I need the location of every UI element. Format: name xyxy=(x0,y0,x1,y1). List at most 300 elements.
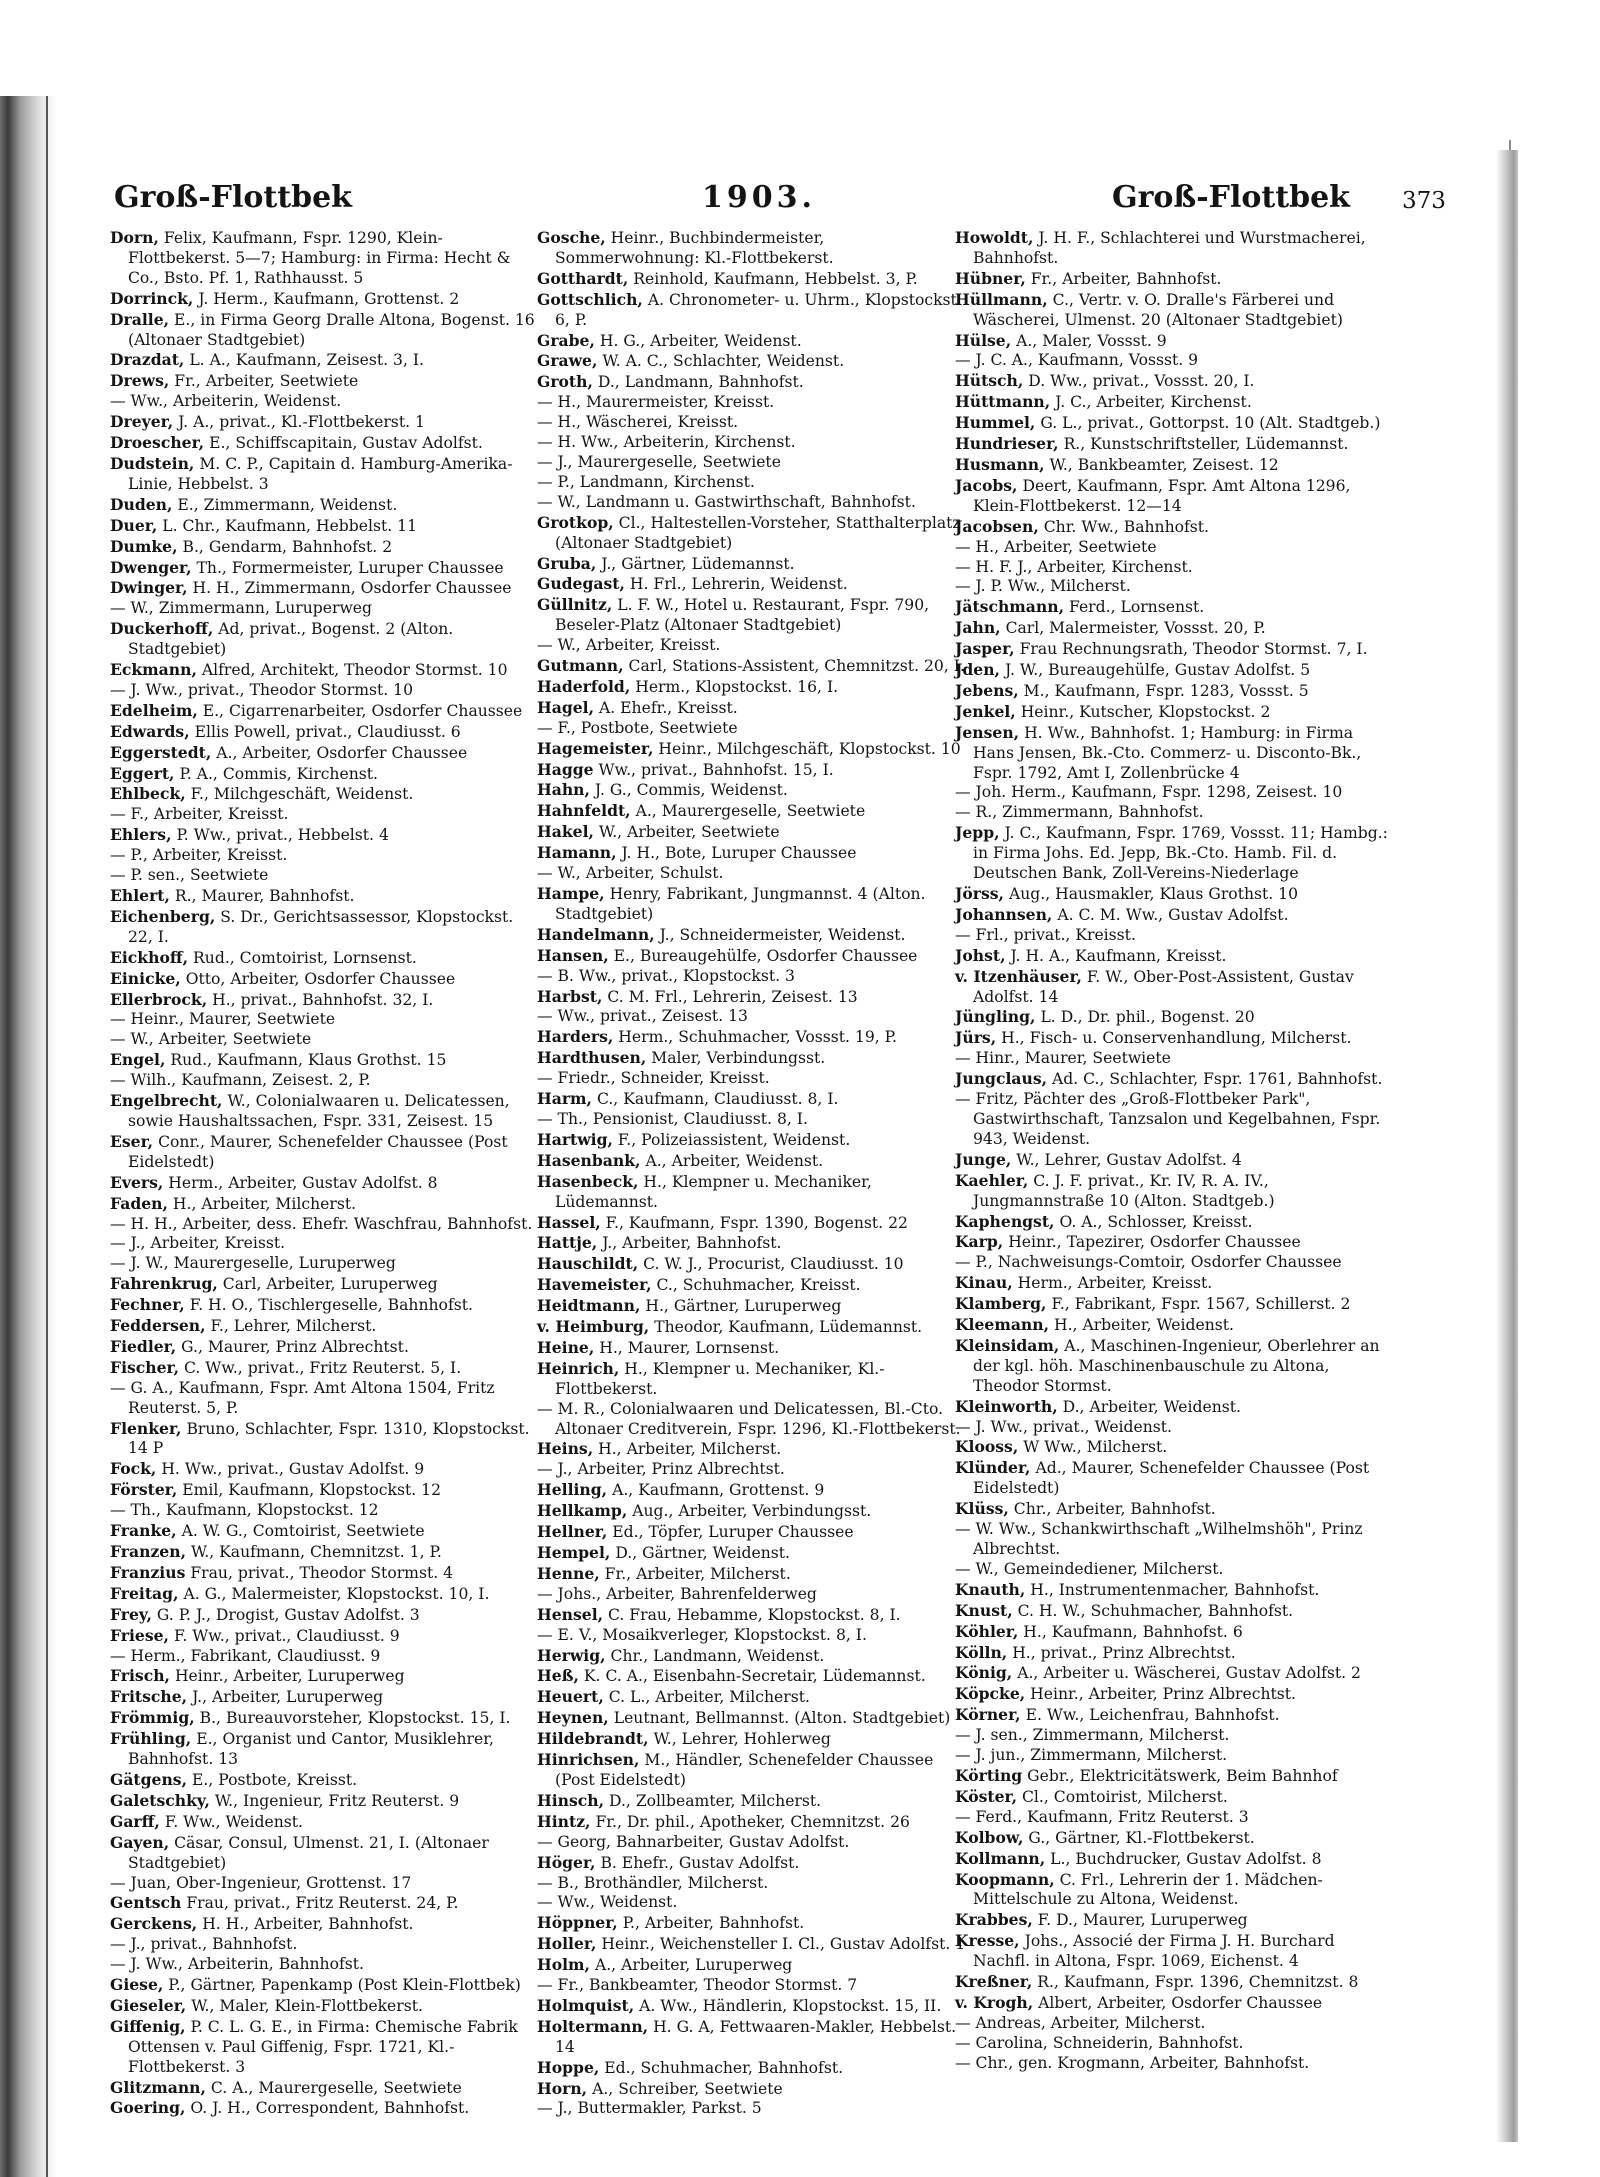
entry-surname: Jensen, xyxy=(955,722,1020,742)
entry-surname: Heins, xyxy=(537,1439,594,1459)
entry-surname: Fritsche, xyxy=(110,1687,188,1707)
entry-details: — W., Arbeiter, Schulst. xyxy=(537,864,724,883)
directory-entry xyxy=(955,1560,1395,1580)
entry-surname: Hakel, xyxy=(537,822,594,842)
entry-details: W Ww., Milcherst. xyxy=(1023,1438,1168,1457)
entry-surname: Franzen, xyxy=(110,1542,186,1561)
entry-details: — Ferd., Kaufmann, Fritz Reuterst. 3 xyxy=(955,1807,1249,1826)
entry-details: — J. jun., Zimmermann, Milcherst. xyxy=(955,1746,1228,1765)
entry-details: F. H. O., Tischlergeselle, Bahnhofst. xyxy=(189,1296,473,1315)
directory-entry xyxy=(537,1089,969,1110)
entry-details: E., Zimmermann, Weidenst. xyxy=(177,495,398,514)
directory-entry xyxy=(537,1913,969,1934)
entry-surname: Friese, xyxy=(110,1625,169,1645)
directory-entry xyxy=(537,1853,969,1874)
entry-surname: Duden, xyxy=(110,494,173,514)
directory-entry xyxy=(955,1726,1395,1746)
directory-entry xyxy=(110,2078,542,2099)
entry-details: — Fr., Bankbeamter, Theodor Stormst. 7 xyxy=(537,1976,858,1995)
directory-entry xyxy=(537,1708,969,1729)
entry-details: H., privat., Prinz Albrechtst. xyxy=(1012,1643,1236,1662)
directory-entry xyxy=(110,1914,542,1935)
directory-entry xyxy=(537,453,969,473)
directory-entry xyxy=(955,702,1395,723)
entry-details: C. Frau, Hebamme, Klopstockst. 8, I. xyxy=(608,1605,901,1624)
entry-details: — J., Buttermakler, Parkst. 5 xyxy=(537,2099,762,2118)
directory-entry xyxy=(110,1542,542,1563)
directory-entry xyxy=(110,1459,542,1480)
entry-surname: Havemeister, xyxy=(537,1275,652,1295)
directory-entry xyxy=(110,1295,542,1316)
directory-entry xyxy=(955,660,1395,681)
directory-entry xyxy=(537,1791,969,1812)
entry-details: A. Chronometer- u. Uhrm., Klopstockst. 6, P. xyxy=(555,290,962,329)
directory-entry xyxy=(110,1666,542,1687)
directory-entry xyxy=(110,350,542,371)
directory-entry xyxy=(110,1833,542,1874)
directory-entry xyxy=(955,558,1395,578)
entry-details: H. Ww., privat., Gustav Adolfst. 9 xyxy=(161,1460,425,1479)
entry-surname: Giffenig, xyxy=(110,2016,186,2036)
entry-surname: Harm, xyxy=(537,1089,592,1109)
entry-details: Heinr., Kutscher, Klopstockst. 2 xyxy=(1020,702,1271,721)
directory-entry xyxy=(110,1234,542,1254)
entry-surname: Kleinsidam, xyxy=(955,1335,1060,1355)
entry-surname: Hamann, xyxy=(537,843,617,863)
entry-details: G., Maurer, Prinz Albrechtst. xyxy=(181,1337,409,1356)
entry-details: A., Maschinen-Ingenieur, Oberlehrer an der kgl. höh. Maschinenbauschule zu Altona, Theodor Stormst. xyxy=(973,1336,1380,1395)
entry-details: G. P. J., Drogist, Gustav Adolfst. 3 xyxy=(156,1605,420,1624)
entry-surname: Fock, xyxy=(110,1459,157,1479)
entry-surname: Körting xyxy=(955,1765,1023,1785)
entry-details: L. Chr., Kaufmann, Hebbelst. 11 xyxy=(162,516,417,535)
entry-surname: Franzius xyxy=(110,1562,186,1582)
directory-entry xyxy=(537,473,969,493)
entry-surname: Knauth, xyxy=(955,1579,1026,1599)
entry-surname: Gätgens, xyxy=(110,1769,187,1789)
directory-entry xyxy=(110,1955,542,1975)
entry-surname: Grotkop, xyxy=(537,512,614,532)
directory-entry xyxy=(955,476,1395,517)
entry-details: — W. Ww., Schankwirthschaft „Wilhelmshöh", Prinz Albrechtst. xyxy=(955,1520,1363,1558)
directory-entry xyxy=(955,1294,1395,1315)
directory-entry xyxy=(537,822,969,843)
entry-details: — Ww., privat., Zeisest. 13 xyxy=(537,1007,748,1026)
entry-surname: Hagge xyxy=(537,759,594,779)
entry-surname: Jätschmann, xyxy=(955,597,1065,617)
entry-details: W., Ingenieur, Fritz Reuterst. 9 xyxy=(214,1791,460,1810)
directory-entry xyxy=(537,513,969,554)
directory-entry xyxy=(110,1687,542,1708)
entry-details: — Friedr., Schneider, Kreisst. xyxy=(537,1069,770,1088)
directory-entry xyxy=(110,1626,542,1647)
directory-entry xyxy=(955,946,1395,967)
directory-entry xyxy=(537,1543,969,1564)
entry-surname: Hempel, xyxy=(537,1543,611,1562)
entry-surname: Jürs, xyxy=(955,1028,997,1048)
directory-entry xyxy=(537,1585,969,1605)
entry-details: H., privat., Bahnhofst. 32, I. xyxy=(212,990,434,1009)
directory-entry xyxy=(537,574,969,595)
entry-surname: Jebens, xyxy=(955,680,1019,700)
entry-details: J. Herm., Kaufmann, Grottenst. 2 xyxy=(198,289,460,308)
directory-entry xyxy=(955,1870,1395,1911)
directory-entry xyxy=(537,801,969,822)
entry-details: — W., Gemeindediener, Milcherst. xyxy=(955,1559,1224,1578)
entry-surname: Gayen, xyxy=(110,1832,170,1852)
entry-details: H., Kaufmann, Bahnhofst. 6 xyxy=(1023,1622,1243,1641)
directory-entry xyxy=(110,2098,542,2119)
entry-details: — J. Ww., privat., Theodor Stormst. 10 xyxy=(110,680,414,699)
directory-entry xyxy=(110,1563,542,1584)
directory-entry xyxy=(537,698,969,719)
directory-entry xyxy=(110,1030,542,1050)
entry-surname: Hülse, xyxy=(955,330,1012,350)
entry-surname: Glitzmann, xyxy=(110,2077,206,2097)
entry-surname: Drazdat, xyxy=(110,350,185,370)
directory-entry xyxy=(537,1359,969,1400)
entry-surname: Krabbes, xyxy=(955,1910,1033,1930)
directory-entry xyxy=(110,1975,542,1996)
directory-entry xyxy=(955,455,1395,476)
entry-details: — J. W., Maurergeselle, Luruperweg xyxy=(110,1254,396,1273)
entry-details: Heinr., Milchgeschäft, Klopstockst. 10 xyxy=(658,739,961,758)
entry-details: A. Ehefr., Kreisst. xyxy=(598,698,738,717)
entry-details: P., Gärtner, Papenkamp (Post Klein-Flottbek) xyxy=(168,1976,521,1995)
directory-entry xyxy=(537,372,969,393)
entry-details: Reinhold, Kaufmann, Hebbelst. 3, P. xyxy=(633,269,918,288)
entry-surname: Höppner, xyxy=(537,1913,618,1933)
entry-details: Herm., Klopstockst. 16, I. xyxy=(635,677,839,696)
entry-details: A., Arbeiter, Luruperweg xyxy=(594,1956,793,1975)
directory-entry xyxy=(537,719,969,739)
directory-entry xyxy=(537,1996,969,2017)
directory-entry xyxy=(537,1976,969,1996)
entry-surname: Fahrenkrug, xyxy=(110,1274,218,1294)
entry-surname: v. Itzenhäuser, xyxy=(955,966,1082,986)
directory-entry xyxy=(537,493,969,513)
directory-entry xyxy=(110,310,542,351)
directory-entry xyxy=(537,290,969,331)
entry-details: F. D., Maurer, Luruperweg xyxy=(1037,1911,1248,1930)
entry-surname: Körner, xyxy=(955,1705,1021,1725)
directory-entry xyxy=(110,599,542,619)
entry-surname: Gosche, xyxy=(537,228,606,247)
directory-entry xyxy=(537,967,969,987)
directory-entry xyxy=(955,1787,1395,1808)
entry-surname: Hagel, xyxy=(537,697,595,717)
entry-details: J. W., Bureaugehülfe, Gustav Adolfst. 5 xyxy=(1004,661,1311,680)
entry-details: J. A., privat., Kl.-Flottbekerst. 1 xyxy=(178,413,425,432)
directory-entry xyxy=(537,925,969,946)
directory-entry xyxy=(955,1171,1395,1212)
entry-surname: Kaphengst, xyxy=(955,1211,1055,1231)
entry-surname: Dralle, xyxy=(110,309,170,329)
entry-details: Chr. Ww., Bahnhofst. xyxy=(1043,517,1210,536)
directory-entry xyxy=(537,1874,969,1894)
entry-details: C. J. F. privat., Kr. IV, R. A. IV., Jungmannstraße 10 (Alton. Stadtgeb.) xyxy=(973,1171,1275,1210)
directory-entry xyxy=(537,1110,969,1130)
entry-details: Gebr., Elektricitätswerk, Beim Bahnhof xyxy=(1027,1766,1338,1785)
entry-details: Herm., Arbeiter, Kreisst. xyxy=(1017,1274,1213,1293)
entry-details: — Wilh., Kaufmann, Zeisest. 2, P. xyxy=(110,1071,371,1090)
directory-entry xyxy=(110,1729,542,1770)
entry-details: Henry, Fabrikant, Jungmannst. 4 (Alton. Stadtgebiet) xyxy=(555,885,926,923)
directory-entry xyxy=(955,905,1395,926)
directory-entry xyxy=(537,1130,969,1151)
entry-details: L. F. W., Hotel u. Restaurant, Fspr. 790, Beseler-Platz (Altonaer Stadtgebiet) xyxy=(555,596,930,635)
entry-details: Rud., Kaufmann, Klaus Grothst. 15 xyxy=(170,1051,447,1070)
directory-entry xyxy=(110,1091,542,1132)
entry-surname: Eickhoff, xyxy=(110,947,189,967)
directory-entry xyxy=(537,1460,969,1480)
directory-column-3 xyxy=(955,228,1395,2074)
entry-surname: Hummel, xyxy=(955,413,1036,433)
entry-details: — Chr., gen. Krogmann, Arbeiter, Bahnhofst. xyxy=(955,2053,1310,2072)
directory-entry xyxy=(955,926,1395,946)
entry-surname: Ehlers, xyxy=(110,825,172,845)
directory-column-2 xyxy=(537,228,969,2119)
entry-details: E. Ww., Leichenfrau, Bahnhofst. xyxy=(1025,1706,1280,1725)
directory-entry xyxy=(110,1770,542,1791)
directory-entry xyxy=(955,269,1395,290)
entry-details: C. A., Maurergeselle, Seetwiete xyxy=(210,2078,462,2097)
entry-surname: Flenker, xyxy=(110,1418,182,1438)
entry-details: H., Maurer, Lornsenst. xyxy=(599,1338,780,1357)
entry-details: Cäsar, Consul, Ulmenst. 21, I. (Altonaer Stadtgebiet) xyxy=(128,1833,489,1872)
directory-entry xyxy=(955,639,1395,660)
entry-surname: Kölln, xyxy=(955,1642,1008,1662)
entry-details: A. W. G., Comtoirist, Seetwiete xyxy=(181,1522,425,1541)
directory-entry xyxy=(537,739,969,760)
directory-entry xyxy=(955,1808,1395,1828)
entry-details: K. C. A., Eisenbahn-Secretair, Lüdemannst. xyxy=(583,1667,926,1686)
entry-surname: Kinau, xyxy=(955,1273,1013,1293)
directory-entry xyxy=(955,577,1395,597)
directory-entry xyxy=(537,1687,969,1708)
entry-details: Carl, Malermeister, Vossst. 20, P. xyxy=(1005,619,1266,638)
directory-entry xyxy=(537,269,969,290)
directory-entry xyxy=(537,1317,969,1338)
entry-surname: Fiedler, xyxy=(110,1336,177,1356)
entry-details: W., Lehrer, Gustav Adolfst. 4 xyxy=(1016,1150,1242,1169)
entry-surname: Hildebrandt, xyxy=(537,1729,649,1749)
entry-surname: Dreyer, xyxy=(110,412,174,432)
entry-details: Maler, Verbindungsst. xyxy=(651,1049,826,1068)
entry-surname: Klüss, xyxy=(955,1499,1009,1519)
entry-details: Chr., Landmann, Weidenst. xyxy=(610,1646,825,1665)
entry-surname: Eichenberg, xyxy=(110,906,216,926)
directory-entry xyxy=(955,413,1395,434)
entry-details: — W., Landmann u. Gastwirthschaft, Bahnhofst. xyxy=(537,492,916,511)
entry-surname: Koopmann, xyxy=(955,1869,1055,1889)
directory-entry xyxy=(955,1520,1395,1560)
entry-details: H. G. A, Fettwaaren-Makler, Hebbelst. 14 xyxy=(555,2017,957,2056)
entry-details: C. M. Frl., Lehrerin, Zeisest. 13 xyxy=(607,987,858,1006)
entry-details: C. W. J., Procurist, Claudiusst. 10 xyxy=(643,1255,904,1274)
entry-surname: Heine, xyxy=(537,1337,595,1357)
entry-surname: Gutmann, xyxy=(537,656,624,676)
directory-entry xyxy=(955,1684,1395,1705)
entry-details: — F., Arbeiter, Kreisst. xyxy=(110,805,289,824)
entry-details: Carl, Stations-Assistent, Chemnitzst. 20, I. xyxy=(628,657,965,676)
directory-entry xyxy=(110,886,542,907)
running-head-right: Groß-Flottbek xyxy=(1112,180,1350,215)
directory-entry xyxy=(110,907,542,948)
entry-surname: Fechner, xyxy=(110,1295,185,1315)
directory-entry xyxy=(110,1874,542,1894)
entry-surname: Johst, xyxy=(955,945,1006,965)
entry-details: H., Arbeiter, Weidenst. xyxy=(1054,1316,1234,1335)
entry-details: D. Ww., privat., Vossst. 20, I. xyxy=(1028,372,1255,391)
entry-details: A., Maler, Vossst. 9 xyxy=(1016,331,1167,350)
entry-surname: Klünder, xyxy=(955,1458,1031,1478)
directory-entry xyxy=(955,884,1395,905)
entry-surname: Edwards, xyxy=(110,721,190,741)
entry-details: H., Arbeiter, Milcherst. xyxy=(172,1194,357,1213)
directory-entry xyxy=(955,1069,1395,1090)
directory-entry xyxy=(537,987,969,1008)
entry-surname: Hasenbeck, xyxy=(537,1171,639,1191)
directory-entry xyxy=(955,1049,1395,1069)
entry-surname: Holmquist, xyxy=(537,1995,635,2015)
directory-entry xyxy=(110,990,542,1011)
directory-entry xyxy=(537,780,969,801)
entry-surname: Hattje, xyxy=(537,1233,598,1253)
directory-entry xyxy=(955,1232,1395,1253)
entry-details: Fr., Arbeiter, Bahnhofst. xyxy=(1030,269,1222,288)
directory-entry xyxy=(955,1622,1395,1643)
directory-entry xyxy=(110,392,542,412)
entry-details: Fr., Arbeiter, Milcherst. xyxy=(604,1564,791,1583)
entry-surname: Jüngling, xyxy=(955,1007,1036,1027)
entry-details: H. G., Arbeiter, Weidenst. xyxy=(599,331,802,350)
entry-surname: Gudegast, xyxy=(537,574,625,594)
directory-entry xyxy=(955,1643,1395,1664)
entry-surname: Holler, xyxy=(537,1934,597,1954)
directory-entry xyxy=(955,1458,1395,1499)
directory-entry xyxy=(537,1833,969,1853)
directory-entry xyxy=(537,1439,969,1460)
directory-entry xyxy=(955,1828,1395,1849)
entry-details: J., Schneidermeister, Weidenst. xyxy=(659,925,906,944)
directory-entry xyxy=(537,1151,969,1172)
entry-details: — Fritz, Pächter des „Groß-Flottbeker Park", Gastwirthschaft, Tanzsalon und Kegelbahnen, Fspr. 943, Weidenst. xyxy=(955,1090,1381,1148)
entry-surname: Duer, xyxy=(110,515,158,535)
entry-details: — R., Zimmermann, Bahnhofst. xyxy=(955,803,1204,822)
directory-entry xyxy=(955,290,1395,331)
directory-entry xyxy=(955,681,1395,702)
entry-details: Herm., Arbeiter, Gustav Adolfst. 8 xyxy=(168,1173,438,1192)
directory-entry xyxy=(537,1275,969,1296)
entry-surname: v. Heimburg, xyxy=(537,1317,650,1337)
entry-details: Cl., Haltestellen-Vorsteher, Statthalterplatz (Altonaer Stadtgebiet) xyxy=(555,513,961,552)
entry-details: H., Klempner u. Mechaniker, Lüdemannst. xyxy=(555,1172,872,1211)
entry-details: Frau Rechnungsrath, Theodor Stormst. 7, I. xyxy=(1019,640,1368,659)
directory-entry xyxy=(110,948,542,969)
directory-entry xyxy=(955,228,1395,269)
directory-entry xyxy=(955,1580,1395,1601)
entry-details: Deert, Kaufmann, Fspr. Amt Altona 1296, Klein-Flottbekerst. 12—14 xyxy=(973,476,1351,515)
directory-entry xyxy=(537,656,969,677)
entry-details: F., Kaufmann, Fspr. 1390, Bogenst. 22 xyxy=(605,1213,908,1232)
entry-details: W., Maler, Klein-Flottbekerst. xyxy=(191,1996,423,2015)
entry-details: Otto, Arbeiter, Osdorfer Chaussee xyxy=(185,969,456,988)
entry-details: E., in Firma Georg Dralle Altona, Bogenst. 16 (Altonaer Stadtgebiet) xyxy=(128,310,535,349)
directory-entry xyxy=(537,2017,969,2058)
entry-details: F., Milchgeschäft, Weidenst. xyxy=(190,785,414,804)
entry-details: H., Fisch- u. Conservenhandlung, Milcherst. xyxy=(1001,1029,1352,1048)
entry-details: G. L., privat., Gottorpst. 10 (Alt. Stadtgeb.) xyxy=(1040,414,1381,433)
entry-details: L. D., Dr. phil., Bogenst. 20 xyxy=(1040,1008,1255,1027)
entry-surname: Hundrieser, xyxy=(955,434,1059,454)
directory-entry xyxy=(955,823,1395,884)
entry-details: — Hinr., Maurer, Seetwiete xyxy=(955,1049,1171,1068)
entry-details: R., Kunstschriftsteller, Lüdemannst. xyxy=(1063,435,1349,454)
entry-details: F. Ww., Weidenst. xyxy=(164,1812,303,1831)
entry-surname: Jungclaus, xyxy=(955,1069,1048,1089)
book-binding-edge xyxy=(0,96,56,2177)
directory-entry xyxy=(537,636,969,656)
entry-surname: Hasenbank, xyxy=(537,1150,641,1170)
entry-details: A., Arbeiter u. Wäscherei, Gustav Adolfst. 2 xyxy=(1017,1664,1361,1683)
directory-entry xyxy=(110,1935,542,1955)
directory-entry xyxy=(537,1646,969,1667)
entry-surname: Hassel, xyxy=(537,1212,601,1232)
entry-details: — Herm., Fabrikant, Claudiusst. 9 xyxy=(110,1646,381,1665)
entry-details: C., Vertr. v. O. Dralle's Färberei und Wäscherei, Ulmenst. 20 (Altonaer Stadtgebiet) xyxy=(973,290,1343,329)
entry-details: — W., Zimmermann, Luruperweg xyxy=(110,599,373,618)
entry-details: W. A. C., Schlachter, Weidenst. xyxy=(602,352,845,371)
entry-details: — H., Arbeiter, Seetwiete xyxy=(955,537,1157,556)
directory-entry xyxy=(537,1027,969,1048)
entry-details: — J. P. Ww., Milcherst. xyxy=(955,577,1131,596)
entry-details: Leutnant, Bellmannst. (Alton. Stadtgebiet) xyxy=(613,1709,951,1728)
entry-details: — J., privat., Bahnhofst. xyxy=(110,1935,298,1954)
entry-details: — P., Arbeiter, Kreisst. xyxy=(110,846,288,865)
entry-details: J. H. F., Schlachterei und Wurstmacherei, Bahnhofst. xyxy=(973,229,1366,267)
entry-details: Carl, Arbeiter, Luruperweg xyxy=(222,1275,438,1294)
entry-surname: Hütsch, xyxy=(955,371,1024,391)
entry-surname: Holtermann, xyxy=(537,2016,649,2036)
entry-surname: Franke, xyxy=(110,1521,177,1541)
entry-details: J. G., Commis, Weidenst. xyxy=(594,781,788,800)
entry-details: B., Gendarm, Bahnhofst. 2 xyxy=(182,537,393,556)
entry-details: Ad. C., Schlachter, Fspr. 1761, Bahnhofst. xyxy=(1052,1070,1383,1089)
entry-surname: Haderfold, xyxy=(537,676,631,696)
entry-details: Fr., Dr. phil., Apotheker, Chemnitzst. 26 xyxy=(595,1812,910,1831)
entry-surname: Giese, xyxy=(110,1975,164,1995)
entry-details: J. C., Kaufmann, Fspr. 1769, Vossst. 11; Hambg.: in Firma Johs. Ed. Jepp, Bk.-Cto. Hamb. Fil. d. Deutschen Bank, Zoll-Vereins-Niederlage xyxy=(973,824,1388,883)
directory-entry xyxy=(110,743,542,764)
directory-entry xyxy=(955,1705,1395,1726)
entry-details: — Andreas, Arbeiter, Milcherst. xyxy=(955,2013,1206,2032)
entry-details: H. H., Zimmermann, Osdorfer Chaussee xyxy=(192,579,512,598)
entry-surname: Kleemann, xyxy=(955,1315,1050,1335)
directory-entry xyxy=(537,1007,969,1027)
entry-details: Th., Formermeister, Luruper Chaussee xyxy=(196,558,504,577)
entry-details: J. H., Bote, Luruper Chaussee xyxy=(621,844,857,863)
directory-entry xyxy=(955,1253,1395,1273)
directory-entry xyxy=(110,433,542,454)
entry-details: — J., Arbeiter, Prinz Albrechtst. xyxy=(537,1460,785,1479)
directory-entry xyxy=(955,1028,1395,1049)
entry-details: M., Kaufmann, Fspr. 1283, Vossst. 5 xyxy=(1023,681,1309,700)
directory-entry xyxy=(537,760,969,781)
entry-details: — W., Arbeiter, Seetwiete xyxy=(110,1030,312,1049)
entry-details: — B., Brothändler, Milcherst. xyxy=(537,1873,769,1892)
entry-surname: Droescher, xyxy=(110,433,205,453)
